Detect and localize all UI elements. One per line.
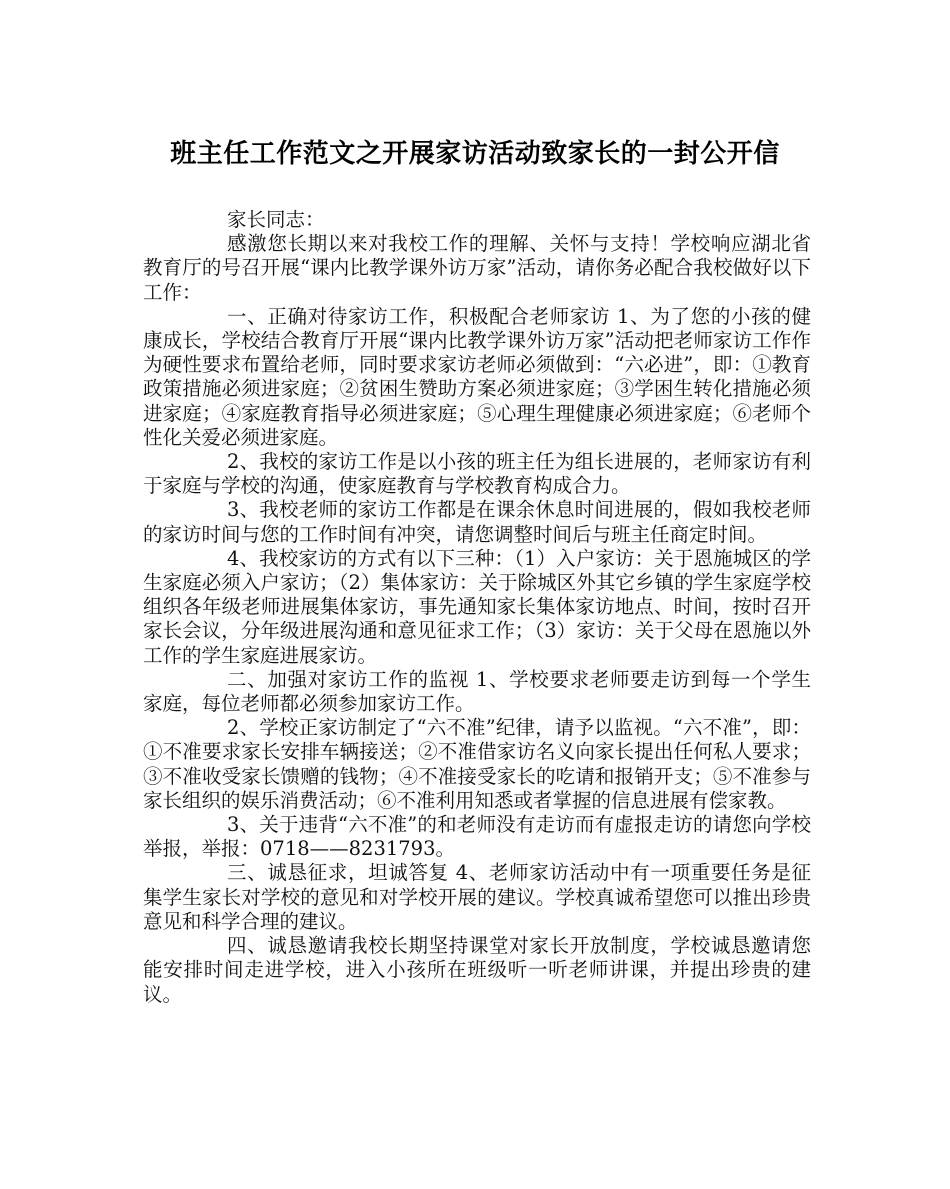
document-title: 班主任工作范文之开展家访活动致家长的一封公开信 bbox=[170, 139, 780, 169]
paragraph: 4、我校家访的方式有以下三种：（1）入户家访：关于恩施城区的学生家庭必须入户家访；（2）集体家访：关于除城区外其它乡镇的学生家庭学校组织各年级老师进展集体家访，事先通知家长集体家访地点、时间，按时召开家长会议，分年级进展沟通和意见征求工作；（3）家访：关于父母在恩施以外工作的学生家庭进展家访。 bbox=[143, 546, 811, 667]
paragraph: 2、学校正家访制定了“六不准”纪律，请予以监视。“六不准”，即：①不准要求家长安排车辆接送；②不准借家访名义向家长提出任何私人要求；③不准收受家长馈赠的钱物；④不准接受家长的吃请和报销开支；⑤不准参与家长组织的娱乐消费活动；⑥不准利用知悉或者掌握的信息进展有偿家教。 bbox=[143, 716, 811, 812]
salutation: 家长同志： bbox=[227, 208, 325, 231]
paragraph: 3、我校老师的家访工作都是在课余休息时间进展的，假如我校老师的家访时间与您的工作时间有冲突，请您调整时间后与班主任商定时间。 bbox=[143, 498, 811, 546]
paragraph: 四、诚恳邀请我校长期坚持课堂对家长开放制度，学校诚恳邀请您能安排时间走进学校，进入小孩所在班级听一听老师讲课，并提出珍贵的建议。 bbox=[143, 934, 811, 1006]
paragraph: 感激您长期以来对我校工作的理解、关怀与支持！学校响应湖北省教育厅的号召开展“课内比教学课外访万家”活动，请你务必配合我校做好以下工作： bbox=[143, 232, 811, 304]
document-body bbox=[143, 208, 811, 1007]
paragraph: 3、关于违背“六不准”的和老师没有走访而有虚报走访的请您向学校举报，举报：0718——8231793。 bbox=[143, 813, 811, 861]
paragraph: 2、我校的家访工作是以小孩的班主任为组长进展的，老师家访有利于家庭与学校的沟通，使家庭教育与学校教育构成合力。 bbox=[143, 450, 811, 498]
paragraph: 三、诚恳征求，坦诚答复 4、老师家访活动中有一项重要任务是征集学生家长对学校的意见和对学校开展的建议。学校真诚希望您可以推出珍贵意见和科学合理的建议。 bbox=[143, 861, 811, 933]
paragraph: 二、加强对家访工作的监视 1、学校要求老师要走访到每一个学生家庭，每位老师都必须参加家访工作。 bbox=[143, 667, 811, 716]
paragraph: 一、正确对待家访工作，积极配合老师家访 1、为了您的小孩的健康成长，学校结合教育厅开展“课内比教学课外访万家”活动把老师家访工作作为硬性要求布置给老师，同时要求家访老师必须做到：“六必进”，即：①教育政策措施必须进家庭；②贫困生赞助方案必须进家庭；③学困生转化措施必须进家庭；④家庭教育指导必须进家庭；⑤心理生理健康必须进家庭；⑥老师个性化关爱必须进家庭。 bbox=[143, 304, 811, 449]
